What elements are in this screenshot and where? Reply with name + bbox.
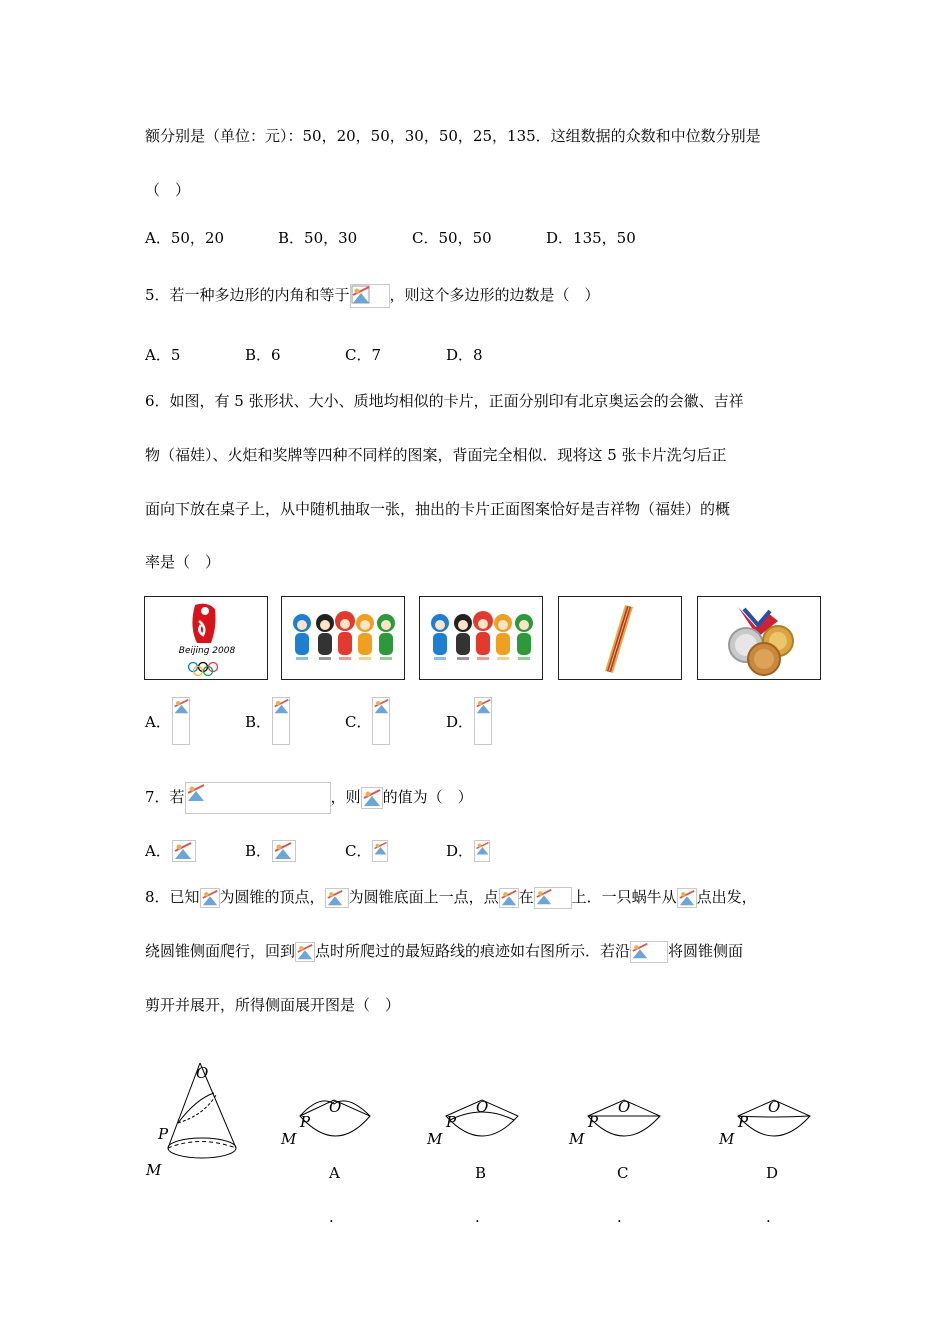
q4-option-a: A．50，20 (145, 229, 225, 247)
option-formula-image-icon (172, 697, 190, 745)
formula-image-icon (350, 284, 390, 308)
q5-option-a: A．5 (145, 346, 181, 364)
card-medals (697, 596, 821, 680)
q4-option-b: B．50，30 (278, 229, 358, 247)
sector-d-label-p: P (738, 1113, 749, 1131)
q7-stem (145, 782, 473, 814)
option-formula-image-icon (272, 697, 290, 745)
q5-stem-part2: ，则这个多边形的边数是（ ） (389, 286, 600, 304)
q4-text-line: 额分别是（单位：元）：50，20，50，30，50，25，135．这组数据的众数和中位数分别是 (145, 127, 761, 145)
sector-b-label-m: M (427, 1130, 443, 1148)
fuwa-mascots-icon (420, 597, 543, 680)
option-formula-image-icon (372, 840, 388, 862)
q5-option-d: D．8 (446, 346, 483, 364)
q6-line-2: 物（福娃）、火炬和奖牌等四种不同样的图案，背面完全相似．现将这 5 张卡片洗匀后正 (145, 446, 727, 464)
sector-d-dot: . (766, 1208, 771, 1226)
q7-option-b-label: B． (245, 842, 272, 860)
q4-option-c: C．50，50 (412, 229, 492, 247)
card-olympic-emblem (144, 596, 268, 680)
q8-line2-part2: 点时所爬过的最短路线的痕迹如右图所示．若沿 (315, 942, 631, 960)
q8-line2-part3: 将圆锥侧面 (668, 942, 744, 960)
q4-paren: （ ） (145, 181, 191, 199)
q6-line-1: 6．如图，有 5 张形状、大小、质地均相似的卡片，正面分别印有北京奥运会的会徽、吉祥 (145, 392, 744, 410)
q8-line1-part5: 上．一只蜗牛从 (571, 888, 677, 906)
sector-d-label-m: M (719, 1130, 735, 1148)
q7-stem-part3: 的值为（ ） (382, 788, 473, 806)
card-torch (558, 596, 682, 680)
q8-line-3: 剪开并展开，所得侧面展开图是（ ） (145, 996, 401, 1014)
q8-line1-part6: 点出发， (696, 888, 757, 906)
q6-option-d-label: D． (446, 713, 474, 731)
sector-a-label-p: P (300, 1113, 311, 1131)
sector-d-label-o: O (768, 1098, 781, 1116)
q5-option-b: B．6 (245, 346, 281, 364)
formula-image-icon (185, 782, 331, 814)
sector-c-dot: . (617, 1208, 622, 1226)
sector-b-caption: B (475, 1164, 487, 1182)
q5-stem (145, 284, 600, 308)
q5-stem-part1: 5．若一种多边形的内角和等于 (145, 286, 350, 304)
q6-line-4: 率是（ ） (145, 553, 221, 571)
sector-c-label-p: P (588, 1113, 599, 1131)
sector-c-caption: C (617, 1164, 629, 1182)
sector-a-label-m: M (281, 1130, 297, 1148)
formula-image-icon (677, 888, 697, 908)
q7-option-a-label: A． (145, 842, 171, 860)
sector-a-label-o: O (329, 1098, 342, 1116)
beijing-emblem-icon (145, 597, 268, 680)
q4-option-d: D．135，50 (546, 229, 636, 247)
option-formula-image-icon (172, 840, 196, 862)
card-fuwa-2 (419, 596, 543, 680)
card-fuwa-1 (281, 596, 405, 680)
q8-line1-part3: 为圆锥底面上一点，点 (348, 888, 499, 906)
formula-image-icon (630, 941, 668, 963)
fuwa-mascots-icon (282, 597, 405, 680)
q8-line-1 (145, 887, 757, 909)
formula-image-icon (499, 888, 519, 908)
sector-a-caption: A (329, 1164, 340, 1182)
q8-line2-part1: 绕圆锥侧面爬行，回到 (145, 942, 296, 960)
sector-c-label-m: M (569, 1130, 585, 1148)
sector-c-label-o: O (618, 1098, 631, 1116)
formula-image-icon (534, 887, 572, 909)
q6-line-3: 面向下放在桌子上，从中随机抽取一张，抽出的卡片正面图案恰好是吉祥物（福娃）的概 (145, 500, 731, 518)
option-formula-image-icon (372, 697, 390, 745)
emblem-logo-text: Beijing 2008 (178, 646, 236, 656)
q7-stem-part2: ，则 (330, 788, 361, 806)
q6-option-c-label: C． (345, 713, 372, 731)
q7-stem-part1: 7．若 (145, 788, 185, 806)
option-formula-image-icon (474, 840, 490, 862)
q7-option-d-label: D． (446, 842, 474, 860)
sector-a-dot: . (329, 1208, 334, 1226)
sector-d-caption: D (766, 1164, 779, 1182)
q8-line-2 (145, 941, 743, 963)
medals-icon (698, 597, 821, 680)
cone-label-o: O (196, 1064, 209, 1082)
formula-image-icon (295, 942, 315, 962)
formula-image-icon (325, 888, 349, 908)
olympic-torch-icon (559, 597, 682, 680)
q8-line1-part1: 8．已知 (145, 888, 200, 906)
formula-image-icon (200, 888, 220, 908)
q5-option-c: C．7 (345, 346, 382, 364)
q8-line1-part4: 在 (518, 888, 534, 906)
cone-label-m: M (146, 1161, 162, 1179)
option-formula-image-icon (272, 840, 296, 862)
formula-image-icon (361, 787, 383, 809)
q6-option-a-label: A． (145, 713, 171, 731)
cone-label-p: P (158, 1125, 169, 1143)
sector-b-label-p: P (446, 1113, 457, 1131)
option-formula-image-icon (474, 697, 492, 745)
q7-option-c-label: C． (345, 842, 372, 860)
q6-option-b-label: B． (245, 713, 272, 731)
sector-b-dot: . (475, 1208, 480, 1226)
sector-b-label-o: O (476, 1098, 489, 1116)
q8-line1-part2: 为圆锥的顶点， (219, 888, 325, 906)
